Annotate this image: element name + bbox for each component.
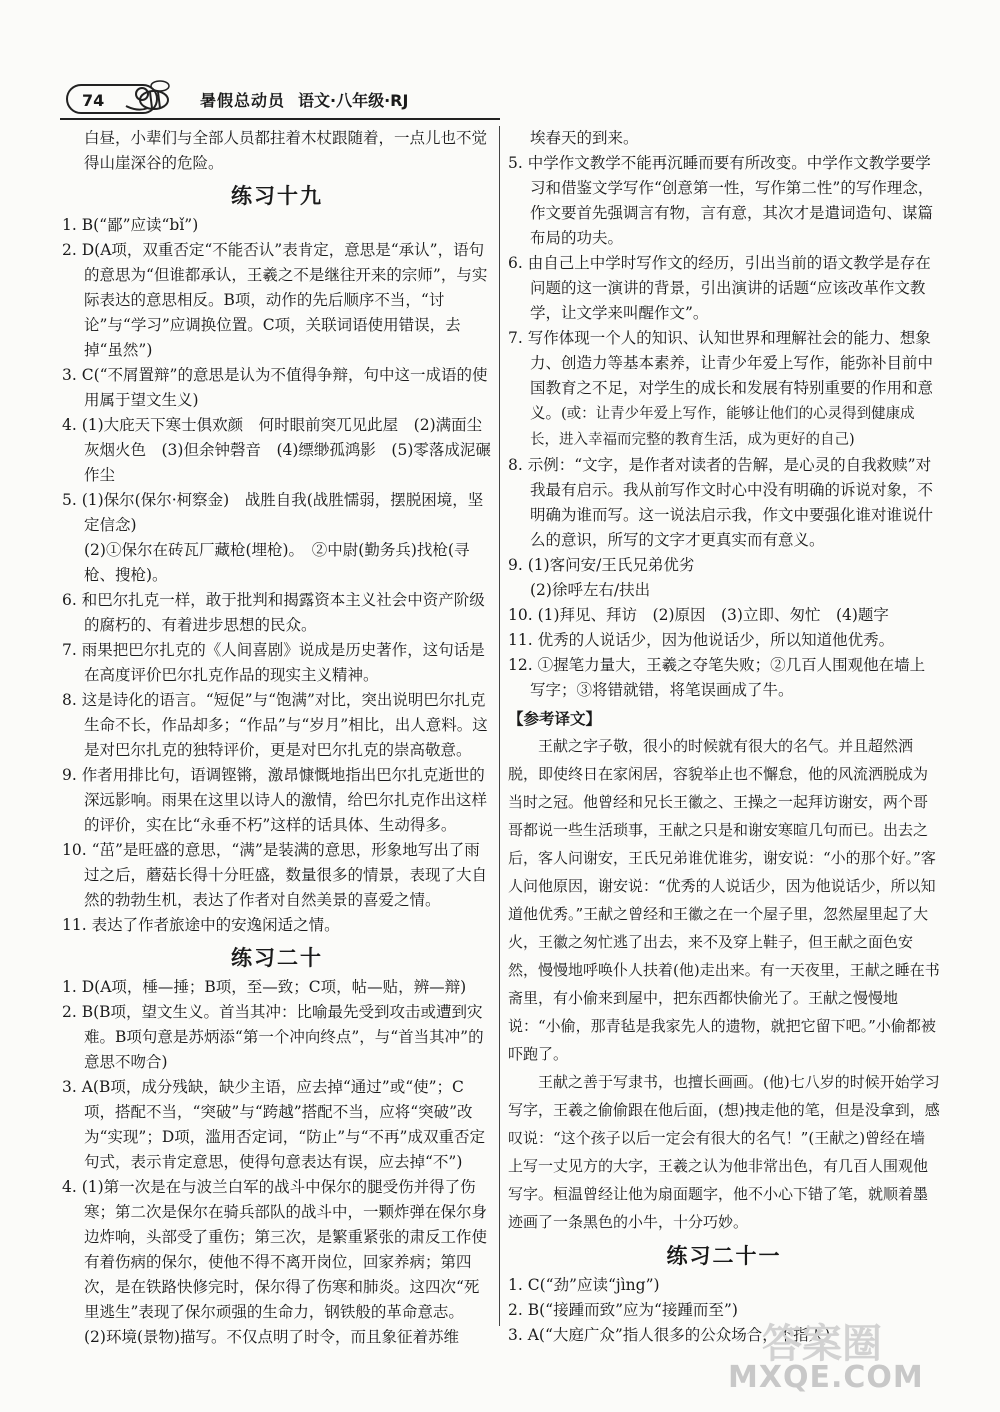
answer-item: 2. B(“接踵而致”应为“接踵而至”) <box>508 1301 738 1319</box>
left-column <box>62 126 492 1350</box>
continued-text: 埃春天的到来。 <box>530 129 639 147</box>
answer-item: 3. C(“不屑置辩”的意思是认为不值得争辩，句中这一成语的使用属于望文生义) <box>62 366 488 409</box>
watermark-stamp: 答案圈 <box>762 1321 882 1367</box>
subject-label: 语文·八年级·RJ <box>298 91 409 110</box>
answer-item: 1. C(“劲”应读“jìng”) <box>508 1276 660 1294</box>
answer-subitem: (2)徐呼左右/扶出 <box>530 581 651 599</box>
answer-subitem: (2)①保尔在砖瓦厂藏枪(埋枪)。 ②中尉(勤务兵)找枪(寻枪、搜枪)。 <box>84 541 470 584</box>
answer-item: 6. 和巴尔扎克一样，敢于批判和揭露资本主义社会中资产阶级的腐朽的、有着进步思想的民众。 <box>62 591 485 634</box>
answer-item: 10. “茁”是旺盛的意思，“满”是装满的意思，形象地写出了雨过之后，蘑菇长得十分旺盛，数量很多的情景，表现了大自然的勃勃生机，表达了作者对自然美景的喜爱之情。 <box>62 841 488 909</box>
answer-item: 9. 作者用排比句，语调铿锵，激昂慷慨地指出巴尔扎克逝世的深远影响。雨果在这里以诗人的激情，给巴尔扎克作出这样的评价，实在比“永垂不朽”这样的话具体、生动得多。 <box>62 766 488 834</box>
column-divider <box>499 126 500 1326</box>
answer-item <box>508 326 940 453</box>
answer-item: 5. (1)保尔(保尔·柯察金) 战胜自我(战胜懦弱，摆脱困境，坚定信念) <box>62 491 484 534</box>
answer-item: 8. 示例：“文字，是作者对读者的告解，是心灵的自我救赎”对我最有启示。我从前写作文时心中没有明确的诉说对象，不明确为谁而写。这一说法启示我，作文中要强化谁对谁说什么的意识，所写的文字才更真实而有意义。 <box>508 456 934 549</box>
watermark-site: MXQE.COM <box>728 1360 924 1395</box>
section-title-19: 练习十九 <box>231 184 323 208</box>
answer-item: 2. D(A项，双重否定“不能否认”表肯定，意思是“承认”，语句的意思为“但谁都承认，王羲之不是继往开来的宗师”，与实际表达的意思相反。B项，动作的先后顺序不当，“讨论”与“学习”应调换位置。C项，关联词语使用错误，去掉“虽然”) <box>62 241 488 359</box>
intro-text: 白昼，小辈们与全部人员都拄着木杖跟随着，一点儿也不觉得山崖深谷的危险。 <box>84 129 488 172</box>
series-title: 暑假总动员 <box>200 91 286 110</box>
section-title-20: 练习二十 <box>231 946 323 970</box>
answer-item: 11. 表达了作者旅途中的安逸闲适之情。 <box>62 916 340 934</box>
answer-item: 11. 优秀的人说话少，因为他说话少，所以知道他优秀。 <box>508 631 895 649</box>
answer-item: 2. B(B项，望文生义。首当其冲：比喻最先受到攻击或遭到灾难。B项句意是苏炳添“第一个冲向终点”，与“首当其冲”的意思不吻合) <box>62 1003 484 1071</box>
section-title-21: 练习二十一 <box>666 1244 782 1268</box>
bee-mascot-icon <box>118 76 188 116</box>
right-column <box>508 126 940 1348</box>
answer-item: 10. (1)拜见、拜访 (2)原因 (3)立即、匆忙 (4)题字 <box>508 606 889 624</box>
answer-item: 8. 这是诗化的语言。“短促”与“饱满”对比，突出说明巴尔扎克生命不长，作品却多；“作品”与“岁月”相比，出人意料。这是对巴尔扎克的独特评价，更是对巴尔扎克的崇高敬意。 <box>62 691 488 759</box>
answer-item: 12. ①握笔力量大，王羲之夺笔失败；②几百人围观他在墙上写字；③将错就错，将笔误画成了牛。 <box>508 656 926 699</box>
answer-note: (或：让青少年爱上写作，能够让他们的心灵得到健康成长，进入幸福而完整的教育生活，成为更好的自己) <box>530 406 915 448</box>
answer-item: 3. A(“大庭广众”指人很多的公众场合，不指人) <box>508 1326 831 1344</box>
translation-title: 【参考译文】 <box>508 710 602 728</box>
page-header <box>60 80 500 120</box>
answer-item: 3. A(B项，成分残缺，缺少主语，应去掉“通过”或“使”；C项，搭配不当，“突破”与“跨越”搭配不当，应将“突破”改为“实现”；D项，滥用否定词，“防止”与“不再”成双重否定句式，表示肯定意思，使得句意表达有误，应去掉“不”) <box>62 1078 485 1171</box>
page-number: 74 <box>66 84 158 114</box>
answer-item: 5. 中学作文教学不能再沉睡而要有所改变。中学作文教学要学习和借鉴文学写作“创意第一性，写作第二性”的写作理念，作文要首先强调言有物，言有意，其次才是遣词造句、谋篇布局的功夫。 <box>508 154 934 247</box>
answer-item: 1. D(A项，棰—捶；B项，至—致；C项，帖—贴，辨—辩) <box>62 978 467 996</box>
answer-subitem: (2)环境(景物)描写。不仅点明了时令，而且象征着苏维 <box>84 1328 460 1346</box>
answer-item: 7. 雨果把巴尔扎克的《人间喜剧》说成是历史著作，这句话是在高度评价巴尔扎克作品的现实主义精神。 <box>62 641 485 684</box>
answer-item: 4. (1)大庇天下寒士俱欢颜 何时眼前突兀见此屋 (2)满面尘灰烟火色 (3)但余钟磬音 (4)缥缈孤鸿影 (5)零落成泥碾作尘 <box>62 416 491 484</box>
answer-item: 9. (1)客问安/王氏兄弟优劣 <box>508 556 695 574</box>
translation-paragraph: 王献之字子敬，很小的时候就有很大的名气。并且超然洒脱，即使终日在家闲居，容貌举止也不懈怠，他的风流洒脱成为当时之冠。他曾经和兄长王徽之、王操之一起拜访谢安，两个哥哥都说一些生活琐事，王献之只是和谢安寒暄几句而已。出去之后，客人问谢安，王氏兄弟谁优谁劣，谢安说：“小的那个好。”客人问他原因，谢安说：“优秀的人说话少，因为他说话少，所以知道他优秀。”王献之曾经和王徽之在一个屋子里，忽然屋里起了大火，王徽之匆忙逃了出去，来不及穿上鞋子，但王献之面色安然，慢慢地呼唤仆人扶着(他)走出来。有一天夜里，王献之睡在书斋里，有小偷来到屋中，把东西都快偷光了。王献之慢慢地说：“小偷，那青毡是我家先人的遗物，就把它留下吧。”小偷都被吓跑了。 <box>508 737 940 1063</box>
answer-item: 4. (1)第一次是在与波兰白军的战斗中保尔的腿受伤并得了伤寒；第二次是保尔在骑兵部队的战斗中，一颗炸弹在保尔身边炸响，头部受了重伤；第三次，是繁重紧张的肃反工作使有着伤病的保尔，使他不得不离开岗位，回家养病；第四次，是在铁路快修完时，保尔得了伤寒和肺炎。这四次“死里逃生”表现了保尔顽强的生命力，钢铁般的革命意志。 <box>62 1178 488 1321</box>
watermark <box>728 1314 990 1410</box>
header-rule <box>60 118 500 120</box>
answer-text: 7. 写作体现一个人的知识、认知世界和理解社会的能力、想象力、创造力等基本素养，让青少年爱上写作，能弥补目前中国教育之不足，对学生的成长和发展有特别重要的作用和意义。 <box>508 329 934 422</box>
translation-paragraph: 王献之善于写隶书，也擅长画画。(他)七八岁的时候开始学习写字，王羲之偷偷跟在他后面，(想)拽走他的笔，但是没拿到，感叹说：“这个孩子以后一定会有很大的名气！”(王献之)曾经在墙上写一丈见方的大字，王羲之认为他非常出色，有几百人围观他写字。桓温曾经让他为扇面题字，他不小心下错了笔，就顺着墨迹画了一条黑色的小牛，十分巧妙。 <box>508 1073 940 1231</box>
answer-item: 6. 由自己上中学时写作文的经历，引出当前的语文教学是存在问题的这一演讲的背景，引出演讲的话题“应该改革作文教学，让文学来叫醒作文”。 <box>508 254 931 322</box>
answer-item: 1. B(“鄙”应读“bǐ”) <box>62 216 199 234</box>
